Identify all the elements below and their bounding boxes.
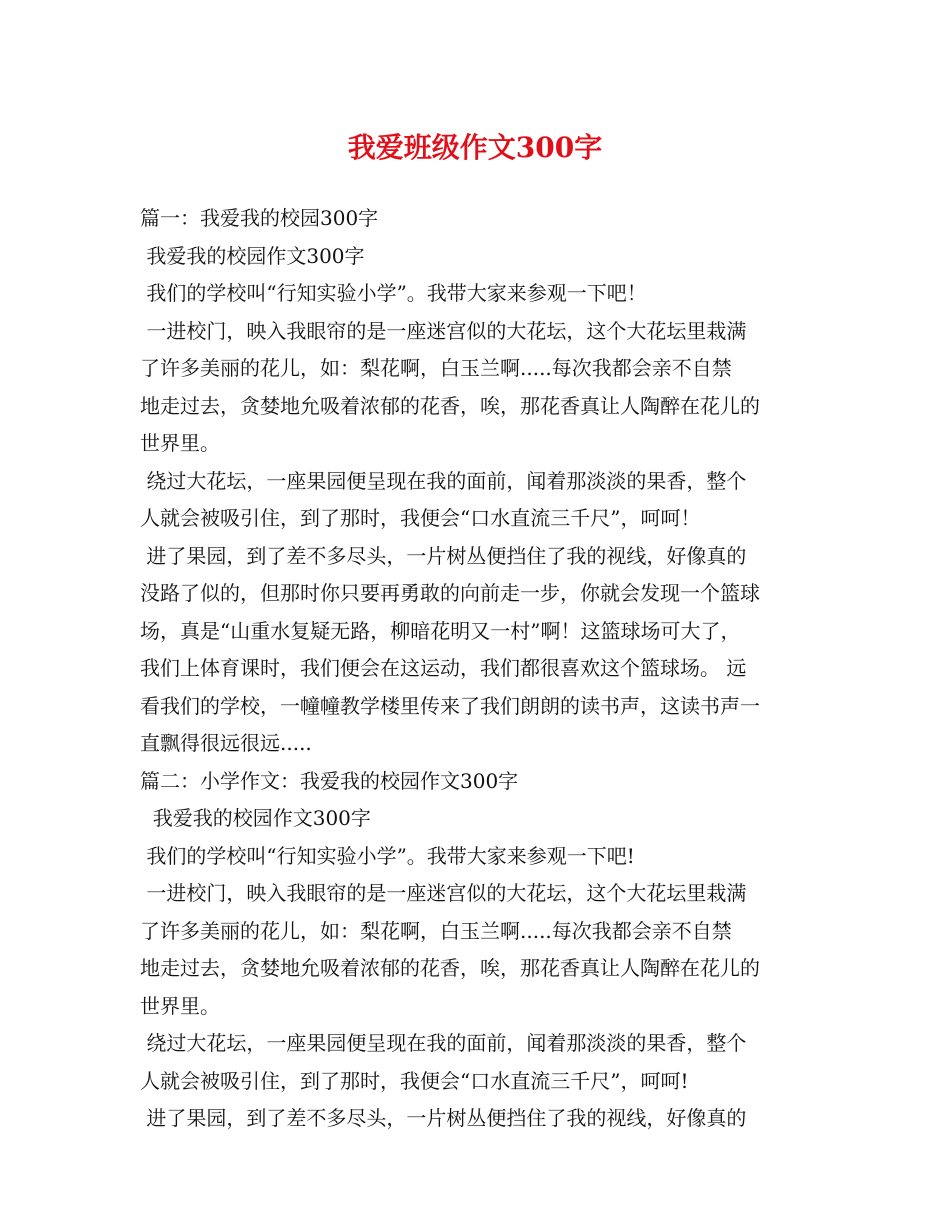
document-title: 我爱班级作文300字 xyxy=(347,131,603,164)
text-line: 直飘得很远很远..... xyxy=(140,731,312,755)
text-line: 世界里。 xyxy=(140,993,220,1018)
text-line: 进了果园，到了差不多尽头，一片树丛便挡住了我的视线，好像真的 xyxy=(140,1106,747,1130)
text-line: 场，真是“山重水复疑无路，柳暗花明又一村”啊！这篮球场可大了， xyxy=(140,618,741,643)
text-line: 世界里。 xyxy=(140,431,220,455)
text-line: 人就会被吸引住，到了那时，我便会“口水直流三千尺”，呵呵! xyxy=(140,1068,689,1093)
text-line: 看我们的学校，一幢幢教学楼里传来了我们朗朗的读书声，这读书声一 xyxy=(140,693,760,718)
text-line: 一进校门，映入我眼帘的是一座迷宫似的大花坛，这个大花坛里栽满 xyxy=(140,881,747,905)
text-line: 我爱我的校园作文300字 xyxy=(140,243,365,268)
text-line: 篇一：我爱我的校园300字 xyxy=(140,206,379,230)
text-line: 地走过去，贪婪地允吸着浓郁的花香，唉，那花香真让人陶醉在花儿的 xyxy=(140,393,760,418)
text-line: 我爱我的校园作文300字 xyxy=(140,806,371,830)
text-line: 我们上体育课时，我们便会在这运动，我们都很喜欢这个篮球场。 远 xyxy=(140,656,747,680)
document-body xyxy=(140,200,820,1138)
text-line: 没路了似的，但那时你只要再勇敢的向前走一步，你就会发现一个篮球 xyxy=(140,581,760,605)
text-line: 绕过大花坛，一座果园便呈现在我的面前，闻着那淡淡的果香，整个 xyxy=(140,1031,747,1055)
text-line: 我们的学校叫“行知实验小学”。我带大家来参观一下吧！ xyxy=(140,281,647,305)
text-line: 了许多美丽的花儿，如：梨花啊，白玉兰啊.....每次我都会亲不自禁 xyxy=(140,918,732,943)
text-line: 了许多美丽的花儿，如：梨花啊，白玉兰啊.....每次我都会亲不自禁 xyxy=(140,356,732,380)
text-line: 一进校门，映入我眼帘的是一座迷宫似的大花坛，这个大花坛里栽满 xyxy=(140,318,747,343)
text-line: 我们的学校叫“行知实验小学”。我带大家来参观一下吧! xyxy=(140,843,635,868)
text-line: 地走过去，贪婪地允吸着浓郁的花香，唉，那花香真让人陶醉在花儿的 xyxy=(140,956,760,980)
text-line: 篇二：小学作文：我爱我的校园作文300字 xyxy=(140,768,519,793)
text-line: 绕过大花坛，一座果园便呈现在我的面前，闻着那淡淡的果香，整个 xyxy=(140,468,747,493)
text-line: 人就会被吸引住，到了那时，我便会“口水直流三千尺”，呵呵！ xyxy=(140,506,701,530)
text-line: 进了果园，到了差不多尽头，一片树丛便挡住了我的视线，好像真的 xyxy=(140,543,747,568)
